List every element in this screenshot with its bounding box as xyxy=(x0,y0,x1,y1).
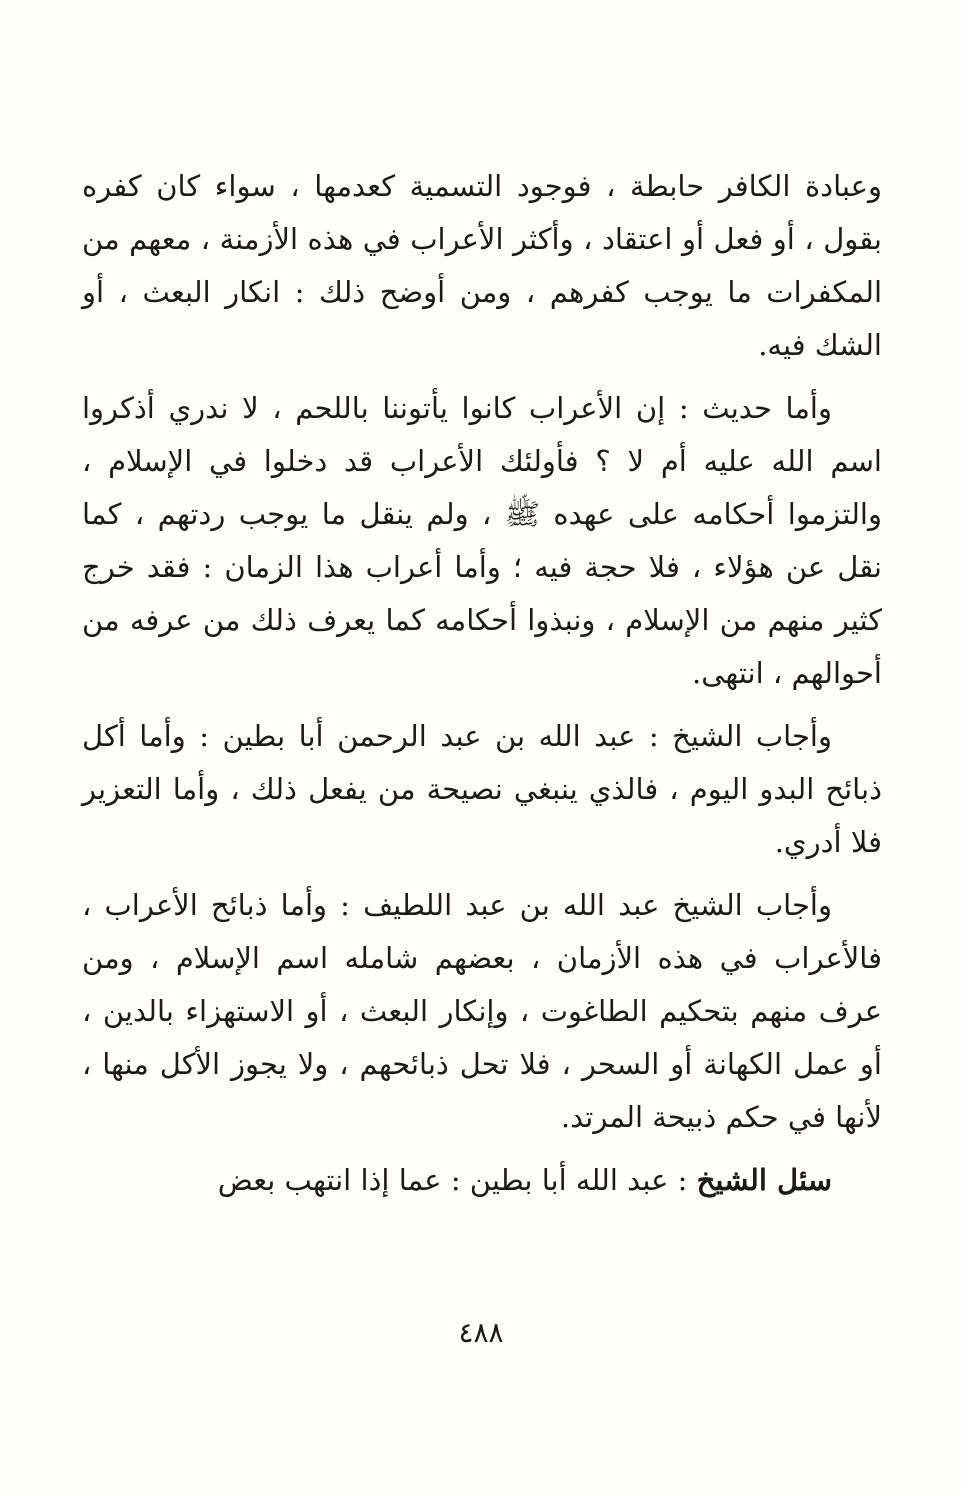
body-text xyxy=(82,160,882,1217)
paragraph-3 xyxy=(82,710,882,869)
paragraph-1-text: وعبادة الكافر حابطة ، فوجود التسمية كعدمها ، سواء كان كفره بقول ، أو فعل أو اعتقاد ، وأكثر الأعراب في هذه الأزمنة ، معهم من المكفرات ما يوجب كفرهم ، ومن أوضح ذلك : انكار البعث ، أو الشك فيه. xyxy=(82,169,882,362)
paragraph-4 xyxy=(82,879,882,1144)
paragraph-5-lead: سئل الشيخ xyxy=(696,1163,832,1197)
paragraph-2-text: وأما حديث : إن الأعراب كانوا يأتوننا باللحم ، لا ندري أذكروا اسم الله عليه أم لا ؟ فأولئك الأعراب قد دخلوا في الإسلام ، والتزموا أحكامه على عهده ﷺ ، ولم ينقل ما يوجب ردتهم ، كما نقل عن هؤلاء ، فلا حجة فيه ؛ وأما أعراب هذا الزمان : فقد خرج كثير منهم من الإسلام ، ونبذوا أحكامه كما يعرف ذلك من عرفه من أحوالهم ، انتهى. xyxy=(82,391,882,690)
paragraph-5 xyxy=(82,1154,882,1207)
paragraph-2 xyxy=(82,382,882,700)
paragraph-4-text: وأجاب الشيخ عبد الله بن عبد اللطيف : وأما ذبائح الأعراب ، فالأعراب في هذه الأزمان ، بعضهم شامله اسم الإسلام ، ومن عرف منهم بتحكيم الطاغوت ، وإنكار البعث ، أو الاستهزاء بالدين ، أو عمل الكهانة أو السحر ، فلا تحل ذبائحهم ، ولا يجوز الأكل منها ، لأنها في حكم ذبيحة المرتد. xyxy=(82,888,882,1134)
page-number: ٤٨٨ xyxy=(458,1316,504,1349)
paragraph-3-text: وأجاب الشيخ : عبد الله بن عبد الرحمن أبا بطين : وأما أكل ذبائح البدو اليوم ، فالذي ينبغي نصيحة من يفعل ذلك ، وأما التعزير فلا أدري. xyxy=(82,719,882,859)
paragraph-5-text: : عبد الله أبا بطين : عما إذا انتهب بعض xyxy=(217,1163,697,1197)
paragraph-1 xyxy=(82,160,882,372)
